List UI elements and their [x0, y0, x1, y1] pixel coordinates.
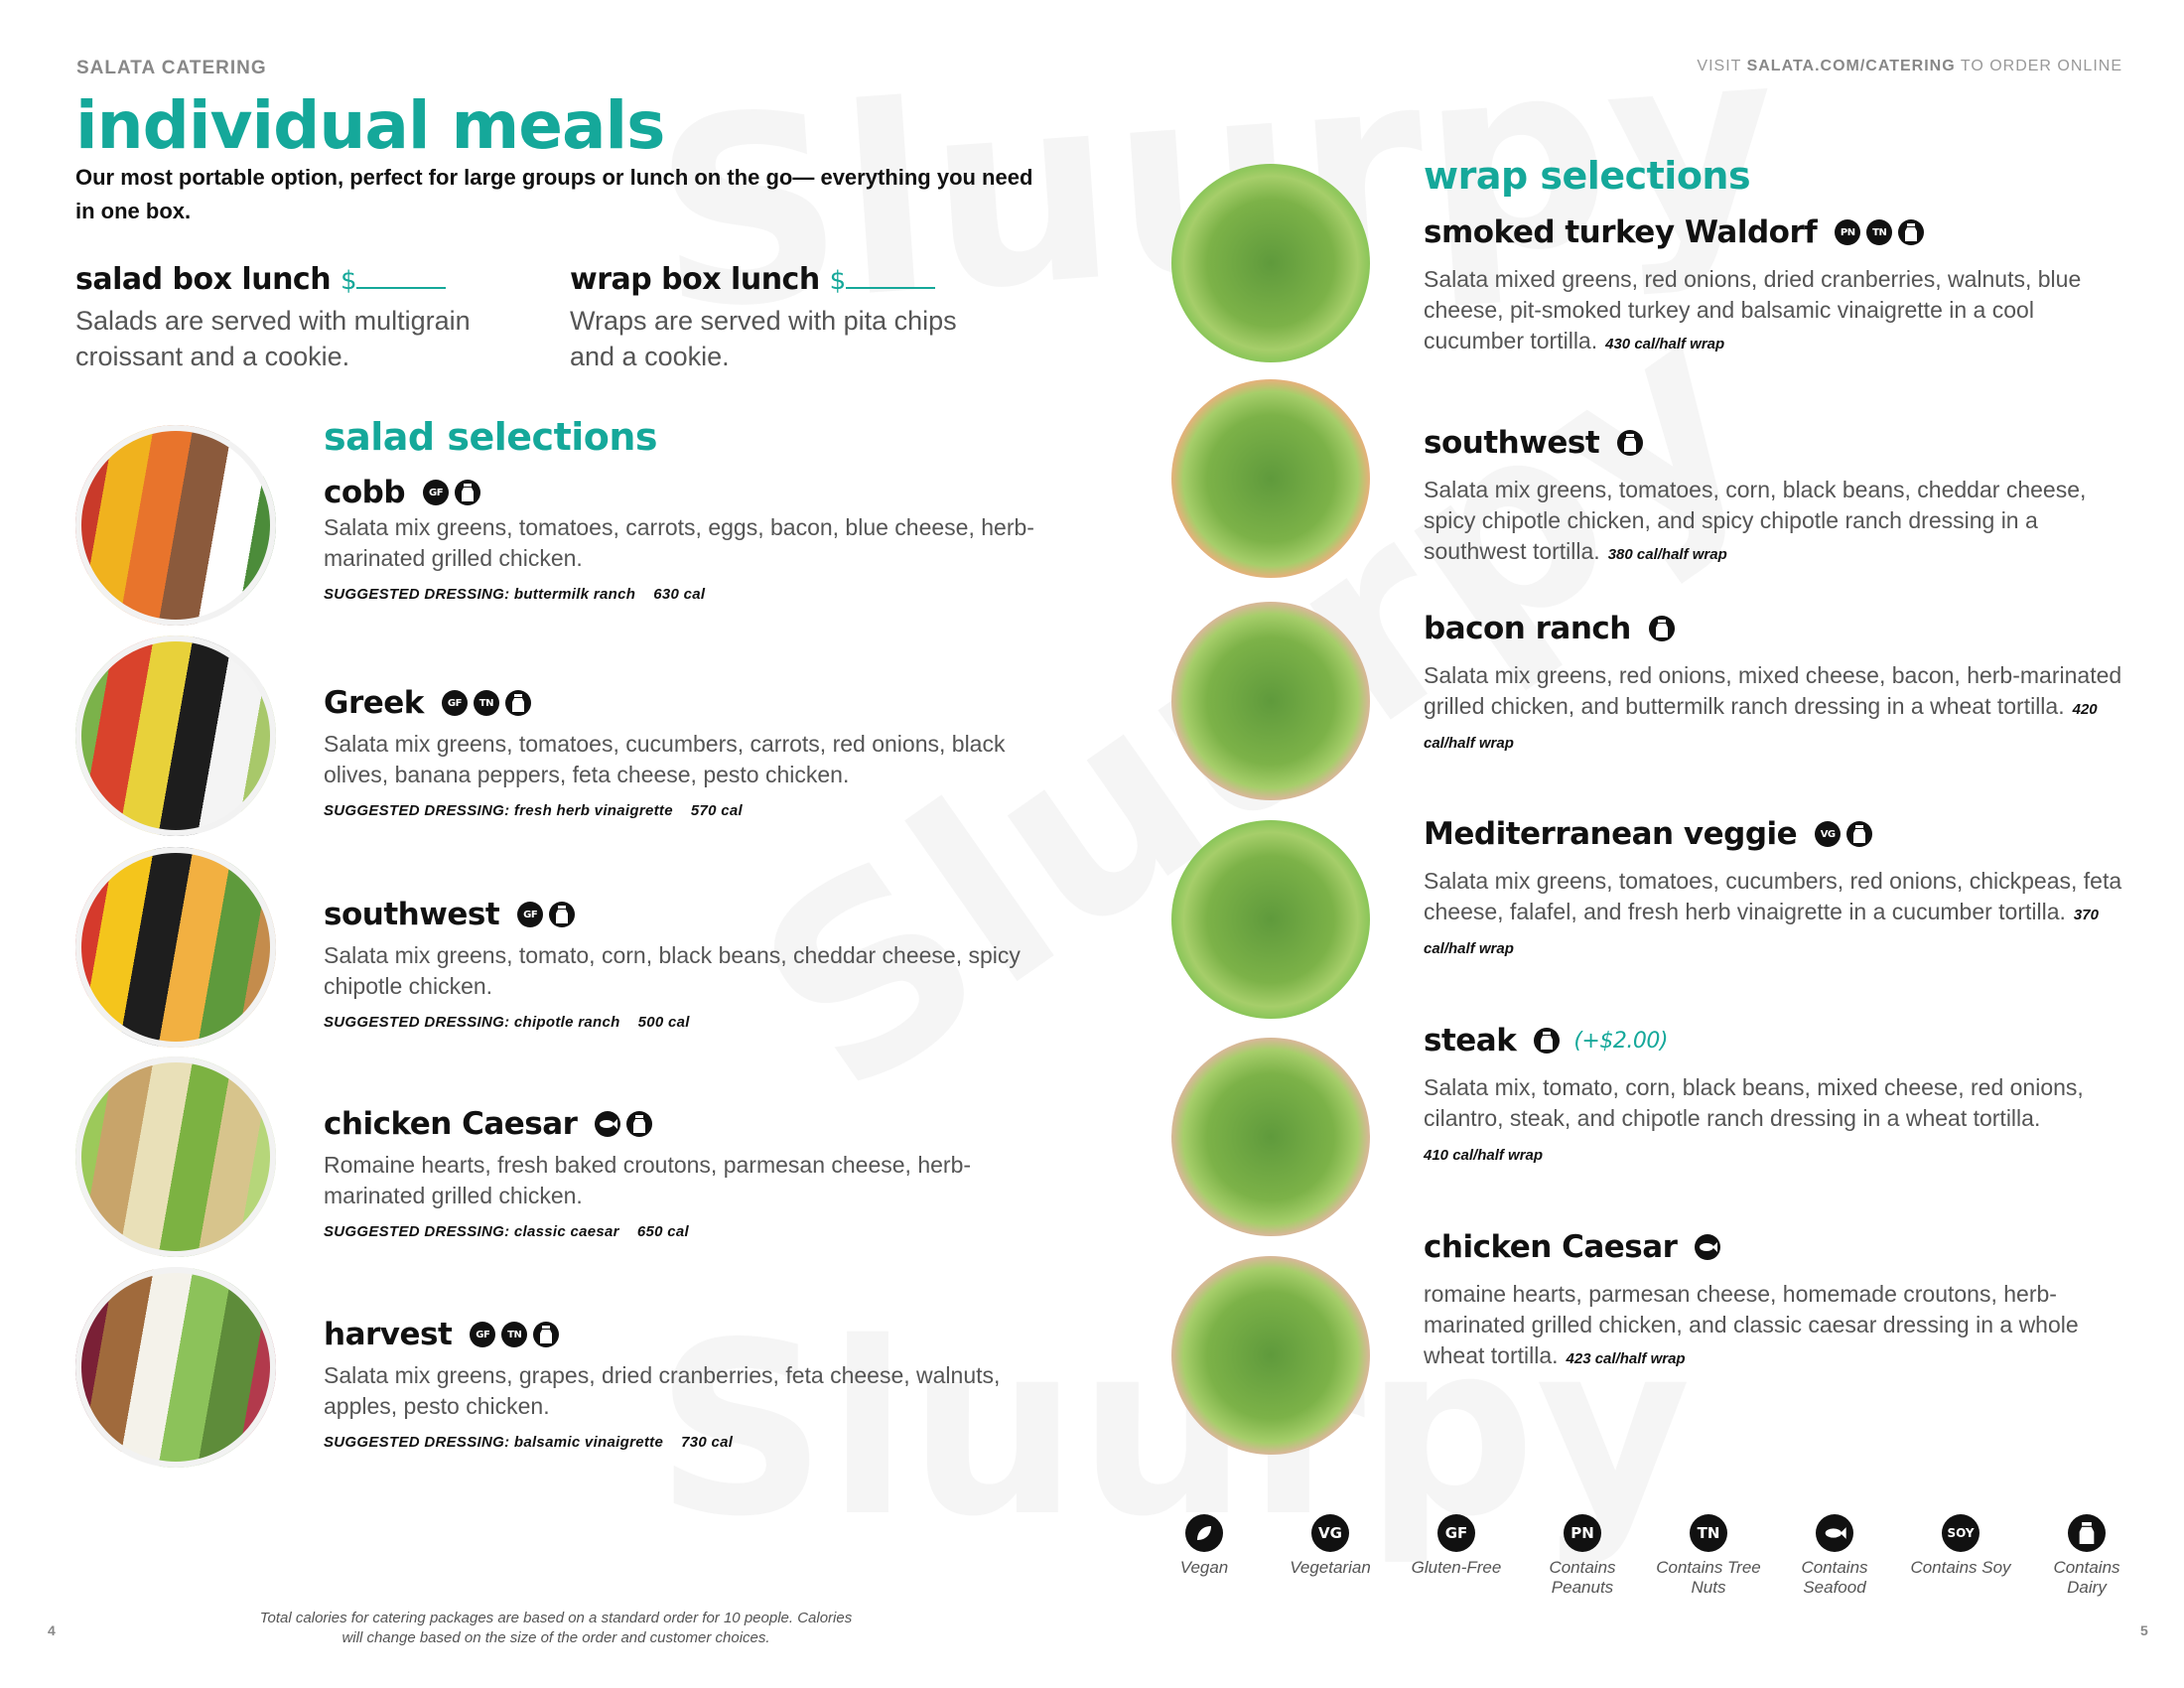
dairy-icon — [1649, 616, 1675, 641]
calories: 730 cal — [681, 1434, 734, 1451]
legend-label: Contains Peanuts — [1549, 1558, 1616, 1597]
item-description: Salata mix greens, tomatoes, cucumbers, carrots, red onions, black olives, banana peppers, feta cheese, pesto chicken. — [324, 731, 1006, 787]
item-description: Salata mix greens, grapes, dried cranberries, feta cheese, walnuts, apples, pesto chicken. — [324, 1362, 1001, 1419]
item-description: romaine hearts, parmesan cheese, homemade croutons, herb-marinated grilled chicken, and classic caesar dressing in a whole wheat tortilla. 423 cal/half wrap — [1424, 1281, 2079, 1368]
vegan-icon — [1185, 1514, 1223, 1552]
dairy-icon — [1898, 219, 1924, 245]
box-description: Wraps are served with pita chips and a cookie. — [570, 306, 957, 371]
salad-item — [324, 475, 1038, 603]
diet-badges — [423, 480, 480, 505]
item-name: southwest — [324, 897, 500, 932]
gluten-free-icon: GF — [1437, 1514, 1475, 1552]
tree-nut-icon: TN — [1690, 1514, 1727, 1552]
soy-icon: SOY — [1942, 1514, 1979, 1552]
calories: 500 cal — [637, 1014, 690, 1031]
wrap-item — [1424, 611, 2138, 759]
diet-badges — [442, 690, 531, 716]
brand-label: SALATA CATERING — [76, 58, 267, 78]
food-photo — [1171, 820, 1370, 1019]
seafood-icon — [595, 1111, 620, 1137]
dairy-icon — [533, 1322, 559, 1347]
item-name: southwest — [1424, 425, 1600, 461]
suggested-dressing: SUGGESTED DRESSING: buttermilk ranch 630 cal — [324, 586, 706, 603]
food-photo — [75, 425, 276, 626]
dairy-icon — [1617, 430, 1643, 456]
legend-item — [1654, 1514, 1763, 1598]
legend-label: Contains Seafood — [1801, 1558, 1868, 1597]
box-name: wrap box lunch — [570, 262, 820, 297]
tree-nut-icon: TN — [1866, 219, 1892, 245]
legend-label: Contains Dairy — [2053, 1558, 2120, 1597]
suggested-dressing: SUGGESTED DRESSING: balsamic vinaigrette 730 cal — [324, 1434, 734, 1451]
salad-item — [324, 1317, 1038, 1451]
calories: 380 cal/half wrap — [1607, 546, 1727, 563]
price-blank — [846, 269, 935, 289]
diet-badges — [1534, 1028, 1560, 1054]
legend-label: Gluten-Free — [1411, 1558, 1502, 1577]
food-photo — [75, 635, 276, 836]
tree-nut-icon: TN — [474, 690, 499, 716]
item-description: Salata mix greens, red onions, mixed cheese, bacon, herb-marinated grilled chicken, and buttermilk ranch dressing in a wheat tortilla. 420 cal/half wrap — [1424, 662, 2122, 752]
calories: 420 cal/half wrap — [1424, 701, 2098, 752]
legend-item — [1276, 1514, 1385, 1578]
diet-badges — [1617, 430, 1643, 456]
tree-nut-icon: TN — [501, 1322, 527, 1347]
suggested-dressing: SUGGESTED DRESSING: chipotle ranch 500 cal — [324, 1014, 690, 1031]
gluten-free-icon: GF — [423, 480, 449, 505]
legend-label: Contains Soy — [1910, 1558, 2011, 1577]
catering-link[interactable]: SALATA.COM/CATERING — [1746, 58, 1956, 74]
wrap-item — [1424, 425, 2138, 570]
diet-badges — [595, 1111, 652, 1137]
page-number-left: 4 — [48, 1622, 56, 1638]
item-description: Salata mix greens, tomatoes, carrots, eggs, bacon, blue cheese, herb-marinated grilled chicken. — [324, 514, 1034, 571]
legend-label: Contains Tree Nuts — [1656, 1558, 1761, 1597]
legend-item — [1780, 1514, 1889, 1598]
gluten-free-icon: GF — [470, 1322, 495, 1347]
calorie-footnote: Total calories for catering packages are based on a standard order for 10 people. Calories will change based on the size of the order and customer choices. — [259, 1610, 853, 1646]
food-photo — [1171, 602, 1370, 800]
food-photo — [1171, 1038, 1370, 1236]
legend-item — [1528, 1514, 1637, 1598]
item-name: chicken Caesar — [324, 1106, 578, 1142]
price-blank — [356, 269, 446, 289]
dairy-icon — [549, 902, 575, 927]
diet-badges — [517, 902, 575, 927]
salad-item — [324, 1106, 1038, 1240]
food-photo — [75, 1267, 276, 1468]
wrap-item — [1424, 816, 2138, 964]
food-photo — [1171, 164, 1370, 362]
calories: 370 cal/half wrap — [1424, 907, 2099, 957]
calories: 570 cal — [690, 802, 743, 819]
suggested-dressing: SUGGESTED DRESSING: classic caesar 650 cal — [324, 1223, 689, 1240]
order-online-note: VISIT SALATA.COM/CATERING TO ORDER ONLINE — [1697, 58, 2122, 74]
item-description: Salata mixed greens, red onions, dried cranberries, walnuts, blue cheese, pit-smoked turkey and balsamic vinaigrette in a cool cucumber tortilla. 430 cal/half wrap — [1424, 266, 2082, 353]
box-description: Salads are served with multigrain croissant and a cookie. — [75, 306, 471, 371]
salad-box-lunch — [75, 262, 522, 374]
salad-item — [324, 897, 1038, 1031]
calories: 630 cal — [653, 586, 706, 603]
item-name: bacon ranch — [1424, 611, 1631, 646]
item-description: Salata mix greens, tomatoes, corn, black beans, cheddar cheese, spicy chipotle chicken, and spicy chipotle ranch dressing in a southwest tortilla. 380 cal/half wrap — [1424, 477, 2087, 564]
item-description: Salata mix greens, tomato, corn, black beans, cheddar cheese, spicy chipotle chicken. — [324, 942, 1021, 999]
wrap-section-title: wrap selections — [1424, 154, 1751, 198]
vegetarian-icon: VG — [1311, 1514, 1349, 1552]
calories: 410 cal/half wrap — [1424, 1147, 1544, 1164]
wrap-item — [1424, 214, 2138, 359]
peanut-icon: PN — [1835, 219, 1860, 245]
calories: 430 cal/half wrap — [1605, 336, 1725, 352]
wrap-item — [1424, 1229, 2138, 1374]
item-name: cobb — [324, 475, 406, 510]
legend-item — [1906, 1514, 2015, 1578]
dairy-icon — [1534, 1028, 1560, 1054]
item-description: Romaine hearts, fresh baked croutons, parmesan cheese, herb-marinated grilled chicken. — [324, 1152, 972, 1208]
gluten-free-icon: GF — [442, 690, 468, 716]
dairy-icon — [626, 1111, 652, 1137]
item-name: smoked turkey Waldorf — [1424, 214, 1818, 250]
calories: 650 cal — [636, 1223, 689, 1240]
item-description: Salata mix greens, tomatoes, cucumbers, red onions, chickpeas, feta cheese, falafel, and fresh herb vinaigrette in a cucumber tortilla. 370 cal/half wrap — [1424, 868, 2122, 957]
salad-section-title: salad selections — [324, 415, 658, 459]
dairy-icon — [1846, 821, 1872, 847]
legend-item — [1150, 1514, 1259, 1578]
diet-badges — [1649, 616, 1675, 641]
legend-item — [2032, 1514, 2141, 1598]
food-photo — [75, 1056, 276, 1257]
food-photo — [1171, 379, 1370, 578]
legend-label: Vegan — [1179, 1558, 1229, 1577]
wrap-item — [1424, 1023, 2138, 1171]
food-photo — [1171, 1256, 1370, 1455]
price-symbol: $ — [341, 266, 357, 296]
seafood-icon — [1695, 1234, 1720, 1260]
price-symbol: $ — [829, 266, 846, 296]
page-number-right: 5 — [2140, 1622, 2148, 1638]
diet-badges — [1815, 821, 1872, 847]
vegetarian-icon: VG — [1815, 821, 1841, 847]
salad-item — [324, 685, 1038, 819]
food-photo — [75, 847, 276, 1048]
item-name: Greek — [324, 685, 424, 721]
calories: 423 cal/half wrap — [1566, 1350, 1686, 1367]
seafood-icon — [1816, 1514, 1853, 1552]
item-name: Mediterranean veggie — [1424, 816, 1798, 852]
diet-badges — [1835, 219, 1924, 245]
dairy-icon — [2068, 1514, 2106, 1552]
page-title: individual meals — [75, 87, 665, 164]
item-description: Salata mix, tomato, corn, black beans, mixed cheese, red onions, cilantro, steak, and chipotle ranch dressing in a wheat tortilla. 410 cal/half wrap — [1424, 1072, 2138, 1171]
dairy-icon — [455, 480, 480, 505]
suggested-dressing: SUGGESTED DRESSING: fresh herb vinaigrette 570 cal — [324, 802, 743, 819]
item-name: harvest — [324, 1317, 453, 1352]
item-name: chicken Caesar — [1424, 1229, 1678, 1265]
wrap-box-lunch — [570, 262, 1007, 374]
box-name: salad box lunch — [75, 262, 332, 297]
legend-label: Vegetarian — [1290, 1558, 1371, 1577]
dairy-icon — [505, 690, 531, 716]
price-upcharge: (+$2.00) — [1573, 1028, 1668, 1054]
legend-item — [1402, 1514, 1511, 1578]
diet-badges — [470, 1322, 559, 1347]
item-name: steak — [1424, 1023, 1517, 1058]
diet-badges — [1695, 1234, 1720, 1260]
intro-text: Our most portable option, perfect for large groups or lunch on the go— everything you need in one box. — [75, 165, 1033, 223]
peanut-icon: PN — [1564, 1514, 1601, 1552]
gluten-free-icon: GF — [517, 902, 543, 927]
